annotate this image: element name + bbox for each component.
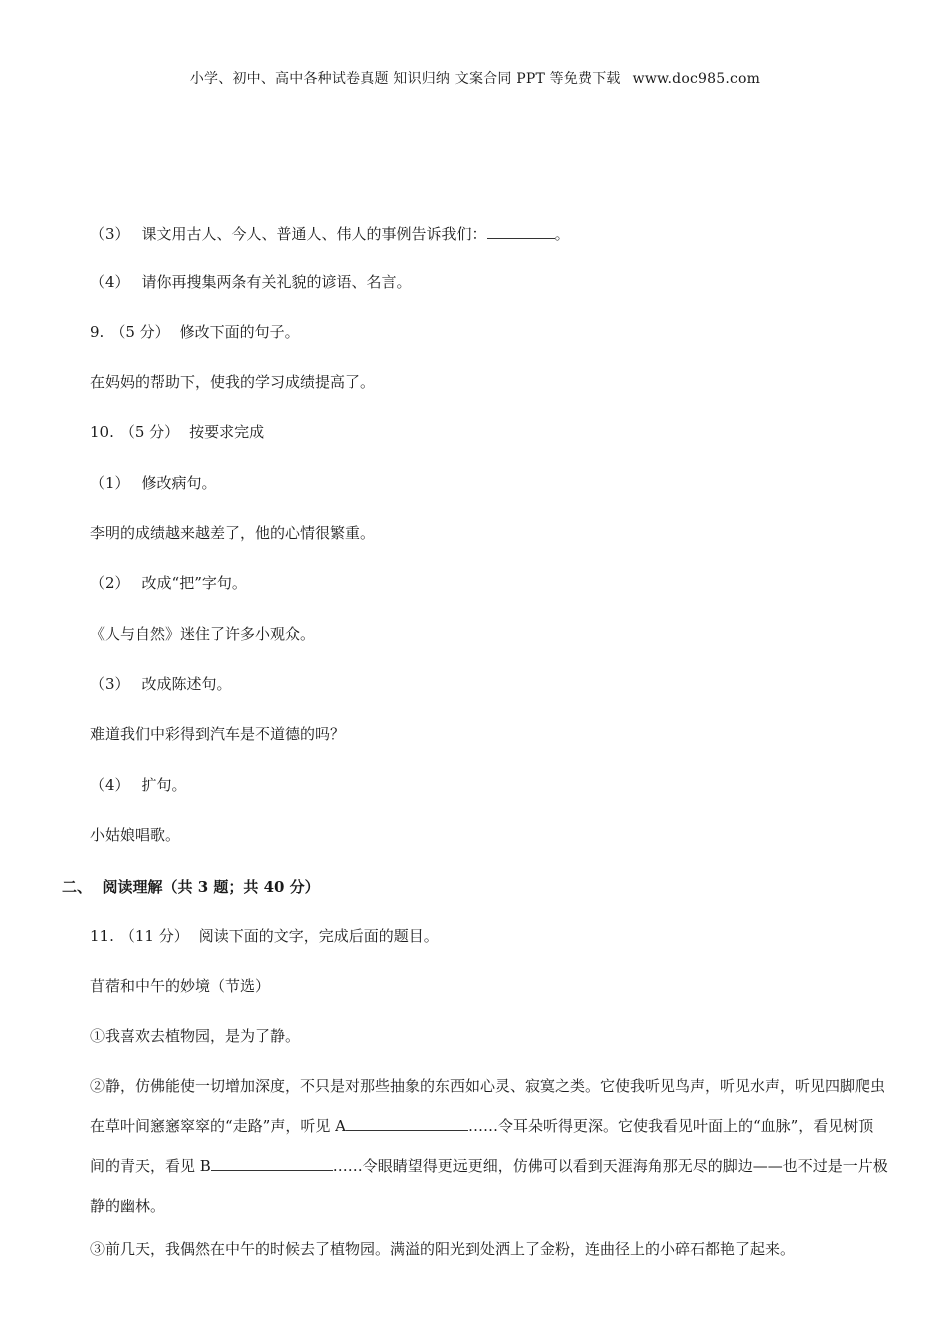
q11-heading: 11. （11 分） 阅读下面的文字，完成后面的题目。: [90, 927, 439, 945]
q9-sentence: 在妈妈的帮助下，使我的学习成绩提高了。: [90, 373, 376, 391]
q10-heading: 10. （5 分） 按要求完成: [90, 423, 265, 441]
q10-sub3: （3） 改成陈述句。: [90, 675, 232, 693]
q10-sub4: （4） 扩句。: [90, 776, 187, 794]
section-title: 二、 阅读理解（共 3 题；共 40 分）: [62, 878, 320, 896]
passage-paragraph-3: ③前几天，我偶然在中午的时候去了植物园。满溢的阳光到处洒上了金粉，连曲径上的小碎石都艳了起来。: [90, 1240, 796, 1258]
q10-sub4-sentence: 小姑娘唱歌。: [90, 826, 181, 844]
q10-sub2-sentence: 《人与自然》迷住了许多小观众。: [90, 625, 316, 643]
passage-paragraph-2: ②静，仿佛能使一切增加深度，不只是对那些抽象的东西如心灵、寂寞之类。它使我听见鸟声，听见水声，听见四脚爬虫在草叶间窸窸窣窣的“走路”声，听见 A ……令耳朵听得更深。它使我看见叶面上的“血脉”，看见树顶间的青天，看见 B ……令眼睛望得更远更细，仿佛可以看到天涯海角那无尽的脚边——也不过是一片极静的幽林。: [90, 1077, 888, 1215]
q8-sub3: （3） 课文用古人、今人、普通人、伟人的事例告诉我们： 。: [90, 222, 888, 244]
blank-b[interactable]: [211, 1154, 333, 1171]
header-url[interactable]: www.doc985.com: [632, 71, 761, 87]
page-header: [0, 68, 950, 88]
q9-heading: 9. （5 分） 修改下面的句子。: [90, 323, 300, 341]
q10-sub1-sentence: 李明的成绩越来越差了，他的心情很繁重。: [90, 524, 376, 542]
passage-title: 苜蓿和中午的妙境（节选）: [90, 977, 271, 995]
q10-sub2: （2） 改成“把”字句。: [90, 574, 247, 592]
q8-sub4: （4） 请你再搜集两条有关礼貌的谚语、名言。: [90, 273, 412, 291]
blank-a[interactable]: [346, 1114, 468, 1131]
header-text: 小学、初中、高中各种试卷真题 知识归纳 文案合同 PPT 等免费下载: [189, 71, 621, 87]
answer-blank[interactable]: [487, 222, 555, 239]
q10-sub1: （1） 修改病句。: [90, 474, 217, 492]
q10-sub3-sentence: 难道我们中彩得到汽车是不道德的吗？: [90, 725, 346, 743]
passage-paragraph-1: ①我喜欢去植物园，是为了静。: [90, 1027, 301, 1045]
